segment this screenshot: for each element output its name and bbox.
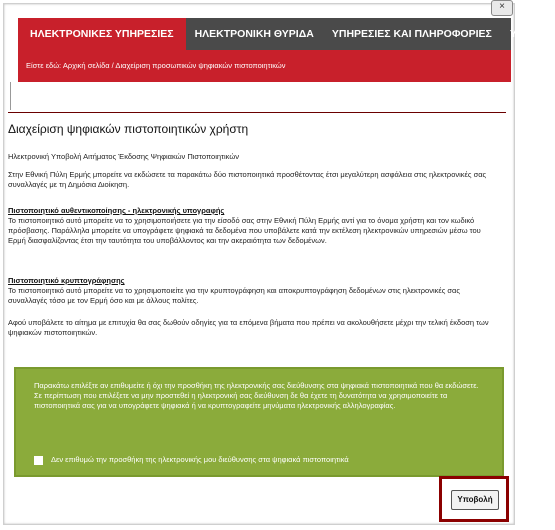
section-encryption-text: Το πιστοποιητικό αυτό μπορείτε να το χρησιμοποιείτε για την κρυπτογράφηση και αποκρυπτογράφηση δεδομένων στις ηλεκτρονικές σας συναλλαγές τόσο με τον Ερμή όσο και με άλλους πολίτες. [8, 286, 460, 305]
email-option-text: Παρακάτω επιλέξτε αν επιθυμείτε ή όχι την προσθήκη της ηλεκτρονικής σας διεύθυνσης στα ψηφιακά πιστοποιητικά που θα εκδώσετε. Σε περίπτωση που επιλέξετε να μην προστεθεί η ηλεκτρονική σας διεύθυνση δε θα έχετε τη δυνατότητα να χρησιμοποιείτε τα πιστοποιητικά σας για να υπογράφετε ψηφιακά ή να κρυπτογραφείτε μηνύματα ηλεκτρονικής αλληλογραφίας. [34, 381, 479, 410]
section-encryption-title: Πιστοποιητικό κρυπτογράφησης [8, 276, 125, 285]
page-subtitle: Ηλεκτρονική Υποβολή Αιτήματος Έκδοσης Ψηφιακών Πιστοποιητικών [8, 152, 239, 161]
close-icon[interactable]: × [491, 0, 513, 16]
divider [10, 82, 11, 110]
no-email-checkbox[interactable] [34, 456, 43, 465]
page-title: Διαχείριση ψηφιακών πιστοποιητικών χρήστη [8, 122, 249, 136]
email-option-row[interactable] [34, 455, 349, 465]
breadcrumb-text[interactable]: Είστε εδώ: Αρχική σελίδα / Διαχείριση προσωπικών ψηφιακών πιστοποιητικών [26, 61, 286, 70]
title-divider [8, 112, 506, 113]
nav-item-services-info[interactable]: ΥΠΗΡΕΣΙΕΣ ΚΑΙ ΠΛΗΡΟΦΟΡΙΕΣ [331, 28, 492, 40]
section-auth-text: Το πιστοποιητικό αυτό μπορείτε να το χρησιμοποιήσετε για την είσοδό σας στην Εθνική Πύλη Ερμής αντί για το όνομα χρήστη και τον κωδικό πρόσβασης. Παράλληλα μπορείτε να υπογράφετε ψηφιακά τα δεδομένα που υποβάλετε κατά την εκτέλεση ηλεκτρονικών υπηρεσιών μέσω του Ερμή διασφαλίζοντας έτσι την ταυτότητα του υποβάλλοντος και την ακεραιότητα των δεδομένων. [8, 216, 481, 245]
nav-item-electronic-services[interactable]: ΗΛΕΚΤΡΟΝΙΚΕΣ ΥΠΗΡΕΣΙΕΣ [18, 18, 186, 50]
nav-item-electronic-inbox[interactable]: ΗΛΕΚΤΡΟΝΙΚΗ ΘΥΡΙΔΑ [194, 28, 314, 40]
closing-text: Αφού υποβάλετε το αίτημα με επιτυχία θα σας δωθούν οδηγίες για τα επόμενα βήματα που πρέπει να ακολουθήσετε μέχρι την τελική έκδοση των ψηφιακών πιστοποιητικών. [8, 318, 489, 337]
intro-text: Στην Εθνική Πύλη Ερμής μπορείτε να εκδώσετε τα παρακάτω δύο πιστοποιητικά προσθέτοντας έτσι μεγαλύτερη ασφάλεια στις ηλεκτρονικές σας συναλλαγές με τη Δημόσια Διοίκηση. [8, 170, 487, 189]
main-nav [18, 18, 547, 50]
email-option-panel [14, 367, 504, 477]
submit-button[interactable]: Υποβολή [451, 490, 499, 510]
section-auth-title: Πιστοποιητικό αυθεντικοποίησης - ηλεκτρονικής υπογραφής [8, 206, 225, 215]
nav-item-more[interactable]: ΥΠΗΡΕ [509, 28, 547, 40]
no-email-checkbox-label[interactable]: Δεν επιθυμώ την προσθήκη της ηλεκτρονικής μου διεύθυνσης στα ψηφιακά πιστοποιητικά [51, 455, 349, 464]
breadcrumb [18, 50, 511, 82]
